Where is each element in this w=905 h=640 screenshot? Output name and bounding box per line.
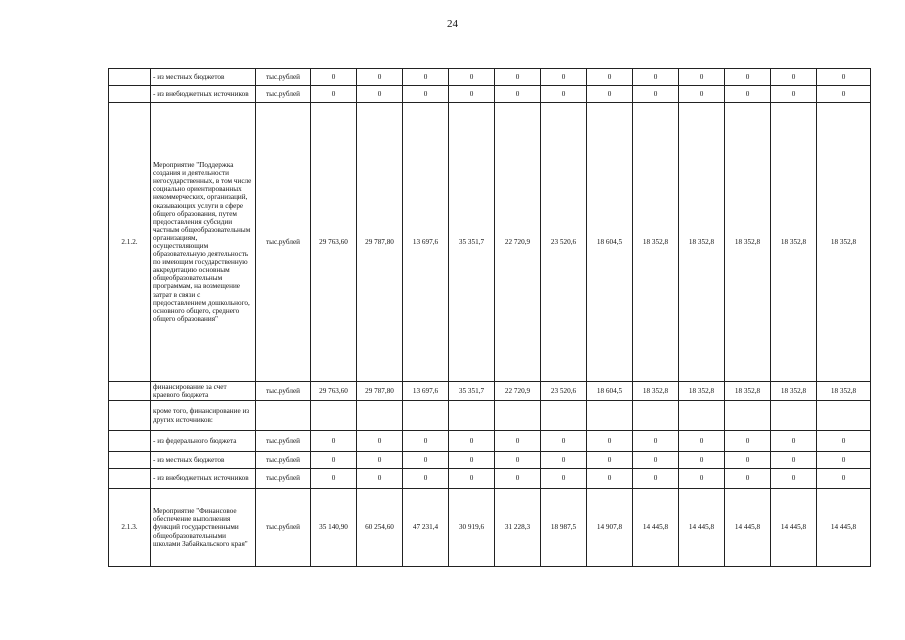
value-cell (495, 401, 541, 431)
unit-cell: тыс.рублей (256, 86, 311, 103)
table-row (109, 452, 871, 469)
value-cell: 0 (817, 86, 871, 103)
row-code-cell (109, 469, 151, 489)
row-code-cell (109, 86, 151, 103)
unit-cell: тыс.рублей (256, 69, 311, 86)
value-cell: 0 (541, 69, 587, 86)
value-cell: 0 (403, 86, 449, 103)
table-row (109, 469, 871, 489)
row-label-cell: - из местных бюджетов (151, 452, 256, 469)
value-cell: 29 787,80 (357, 382, 403, 401)
value-cell: 13 697,6 (403, 103, 449, 382)
value-cell: 0 (587, 469, 633, 489)
row-code-cell (109, 431, 151, 452)
table-row (109, 382, 871, 401)
value-cell: 0 (771, 86, 817, 103)
unit-cell: тыс.рублей (256, 489, 311, 567)
unit-cell (256, 401, 311, 431)
value-cell: 0 (403, 69, 449, 86)
row-label-cell: Мероприятие "Поддержка создания и деятельности негосударственных, в том числе социально ориентированных некоммерческих, организаций, оказывающих услуги в сфере общего образования, путем предоставления субсидии частным общеобразовательным организациям, осуществляющим образовательную деятельность по имеющим государственную аккредитацию основным общеобразовательным программам, на возмещение затрат в связи с предоставлением дошкольного, основного общего, среднего общего образования" (151, 103, 256, 382)
value-cell: 23 520,6 (541, 103, 587, 382)
value-cell: 0 (679, 469, 725, 489)
value-cell: 0 (449, 431, 495, 452)
unit-cell: тыс.рублей (256, 452, 311, 469)
value-cell: 29 763,60 (311, 382, 357, 401)
value-cell: 13 697,6 (403, 382, 449, 401)
value-cell: 0 (679, 431, 725, 452)
value-cell: 0 (541, 431, 587, 452)
value-cell (311, 401, 357, 431)
table-row (109, 86, 871, 103)
row-label-cell: - из внебюджетных источников (151, 469, 256, 489)
value-cell: 0 (449, 69, 495, 86)
value-cell: 0 (357, 452, 403, 469)
row-code-cell (109, 69, 151, 86)
value-cell: 0 (817, 431, 871, 452)
value-cell: 0 (403, 469, 449, 489)
row-label-cell: Мероприятие "Финансовое обеспечение выполнения функций государственными общеобразовательными школами Забайкальского края" (151, 489, 256, 567)
value-cell: 0 (817, 469, 871, 489)
value-cell: 0 (725, 86, 771, 103)
value-cell: 0 (679, 69, 725, 86)
value-cell: 0 (633, 69, 679, 86)
value-cell: 30 919,6 (449, 489, 495, 567)
value-cell: 0 (633, 431, 679, 452)
table-row (109, 69, 871, 86)
table-body (109, 69, 871, 567)
value-cell: 14 907,8 (587, 489, 633, 567)
value-cell: 0 (311, 86, 357, 103)
value-cell: 0 (311, 452, 357, 469)
value-cell: 0 (311, 469, 357, 489)
value-cell: 18 352,8 (633, 382, 679, 401)
row-label-cell: - из внебюджетных источников (151, 86, 256, 103)
unit-cell: тыс.рублей (256, 103, 311, 382)
value-cell: 35 351,7 (449, 382, 495, 401)
value-cell: 0 (357, 469, 403, 489)
table-row (109, 431, 871, 452)
page-number: 24 (447, 18, 458, 30)
value-cell: 31 228,3 (495, 489, 541, 567)
value-cell: 18 352,8 (817, 103, 871, 382)
table-row (109, 489, 871, 567)
unit-cell: тыс.рублей (256, 431, 311, 452)
value-cell: 0 (449, 469, 495, 489)
value-cell: 0 (633, 452, 679, 469)
value-cell: 0 (587, 69, 633, 86)
value-cell: 14 445,8 (679, 489, 725, 567)
value-cell: 14 445,8 (725, 489, 771, 567)
value-cell: 35 351,7 (449, 103, 495, 382)
value-cell: 0 (633, 469, 679, 489)
value-cell: 0 (541, 469, 587, 489)
budget-table (108, 68, 871, 567)
row-code-cell (109, 452, 151, 469)
value-cell: 0 (771, 452, 817, 469)
value-cell: 0 (725, 431, 771, 452)
value-cell: 0 (587, 431, 633, 452)
value-cell: 23 520,6 (541, 382, 587, 401)
unit-cell: тыс.рублей (256, 469, 311, 489)
value-cell: 0 (495, 452, 541, 469)
value-cell (633, 401, 679, 431)
value-cell: 18 352,8 (679, 382, 725, 401)
value-cell (817, 401, 871, 431)
value-cell: 18 352,8 (771, 382, 817, 401)
value-cell: 0 (541, 452, 587, 469)
value-cell: 0 (449, 86, 495, 103)
value-cell: 0 (817, 452, 871, 469)
row-label-cell: - из местных бюджетов (151, 69, 256, 86)
value-cell: 0 (495, 69, 541, 86)
value-cell: 22 720,9 (495, 382, 541, 401)
value-cell: 18 352,8 (725, 103, 771, 382)
value-cell: 0 (725, 469, 771, 489)
value-cell: 35 140,90 (311, 489, 357, 567)
value-cell: 14 445,8 (633, 489, 679, 567)
value-cell: 0 (357, 431, 403, 452)
value-cell: 0 (771, 69, 817, 86)
value-cell: 18 352,8 (633, 103, 679, 382)
value-cell: 22 720,9 (495, 103, 541, 382)
value-cell: 0 (403, 452, 449, 469)
value-cell: 0 (725, 452, 771, 469)
value-cell: 29 763,60 (311, 103, 357, 382)
value-cell (587, 401, 633, 431)
value-cell: 0 (495, 469, 541, 489)
value-cell: 18 987,5 (541, 489, 587, 567)
value-cell (679, 401, 725, 431)
value-cell (771, 401, 817, 431)
table-row (109, 401, 871, 431)
value-cell: 18 352,8 (771, 103, 817, 382)
row-code-cell: 2.1.3. (109, 489, 151, 567)
row-label-cell: - из федерального бюджета (151, 431, 256, 452)
value-cell: 14 445,8 (817, 489, 871, 567)
value-cell (357, 401, 403, 431)
value-cell: 47 231,4 (403, 489, 449, 567)
row-label-cell: кроме того, финансирование из других источников: (151, 401, 256, 431)
value-cell: 0 (679, 452, 725, 469)
value-cell: 0 (403, 431, 449, 452)
value-cell: 18 604,5 (587, 382, 633, 401)
value-cell: 0 (311, 431, 357, 452)
value-cell: 0 (449, 452, 495, 469)
row-code-cell (109, 382, 151, 401)
row-code-cell: 2.1.2. (109, 103, 151, 382)
row-code-cell (109, 401, 151, 431)
value-cell: 0 (357, 86, 403, 103)
value-cell: 0 (357, 69, 403, 86)
value-cell: 18 352,8 (725, 382, 771, 401)
value-cell: 0 (587, 452, 633, 469)
value-cell: 0 (587, 86, 633, 103)
table-row (109, 103, 871, 382)
value-cell: 60 254,60 (357, 489, 403, 567)
value-cell: 29 787,80 (357, 103, 403, 382)
value-cell: 0 (817, 69, 871, 86)
value-cell: 0 (633, 86, 679, 103)
value-cell (725, 401, 771, 431)
value-cell: 0 (679, 86, 725, 103)
value-cell: 0 (311, 69, 357, 86)
value-cell: 14 445,8 (771, 489, 817, 567)
value-cell (541, 401, 587, 431)
value-cell: 0 (495, 86, 541, 103)
value-cell: 18 604,5 (587, 103, 633, 382)
value-cell: 0 (771, 469, 817, 489)
value-cell: 18 352,8 (817, 382, 871, 401)
value-cell: 0 (495, 431, 541, 452)
value-cell: 0 (771, 431, 817, 452)
value-cell (449, 401, 495, 431)
unit-cell: тыс.рублей (256, 382, 311, 401)
row-label-cell: финансирование за счет краевого бюджета (151, 382, 256, 401)
value-cell (403, 401, 449, 431)
value-cell: 18 352,8 (679, 103, 725, 382)
value-cell: 0 (541, 86, 587, 103)
value-cell: 0 (725, 69, 771, 86)
